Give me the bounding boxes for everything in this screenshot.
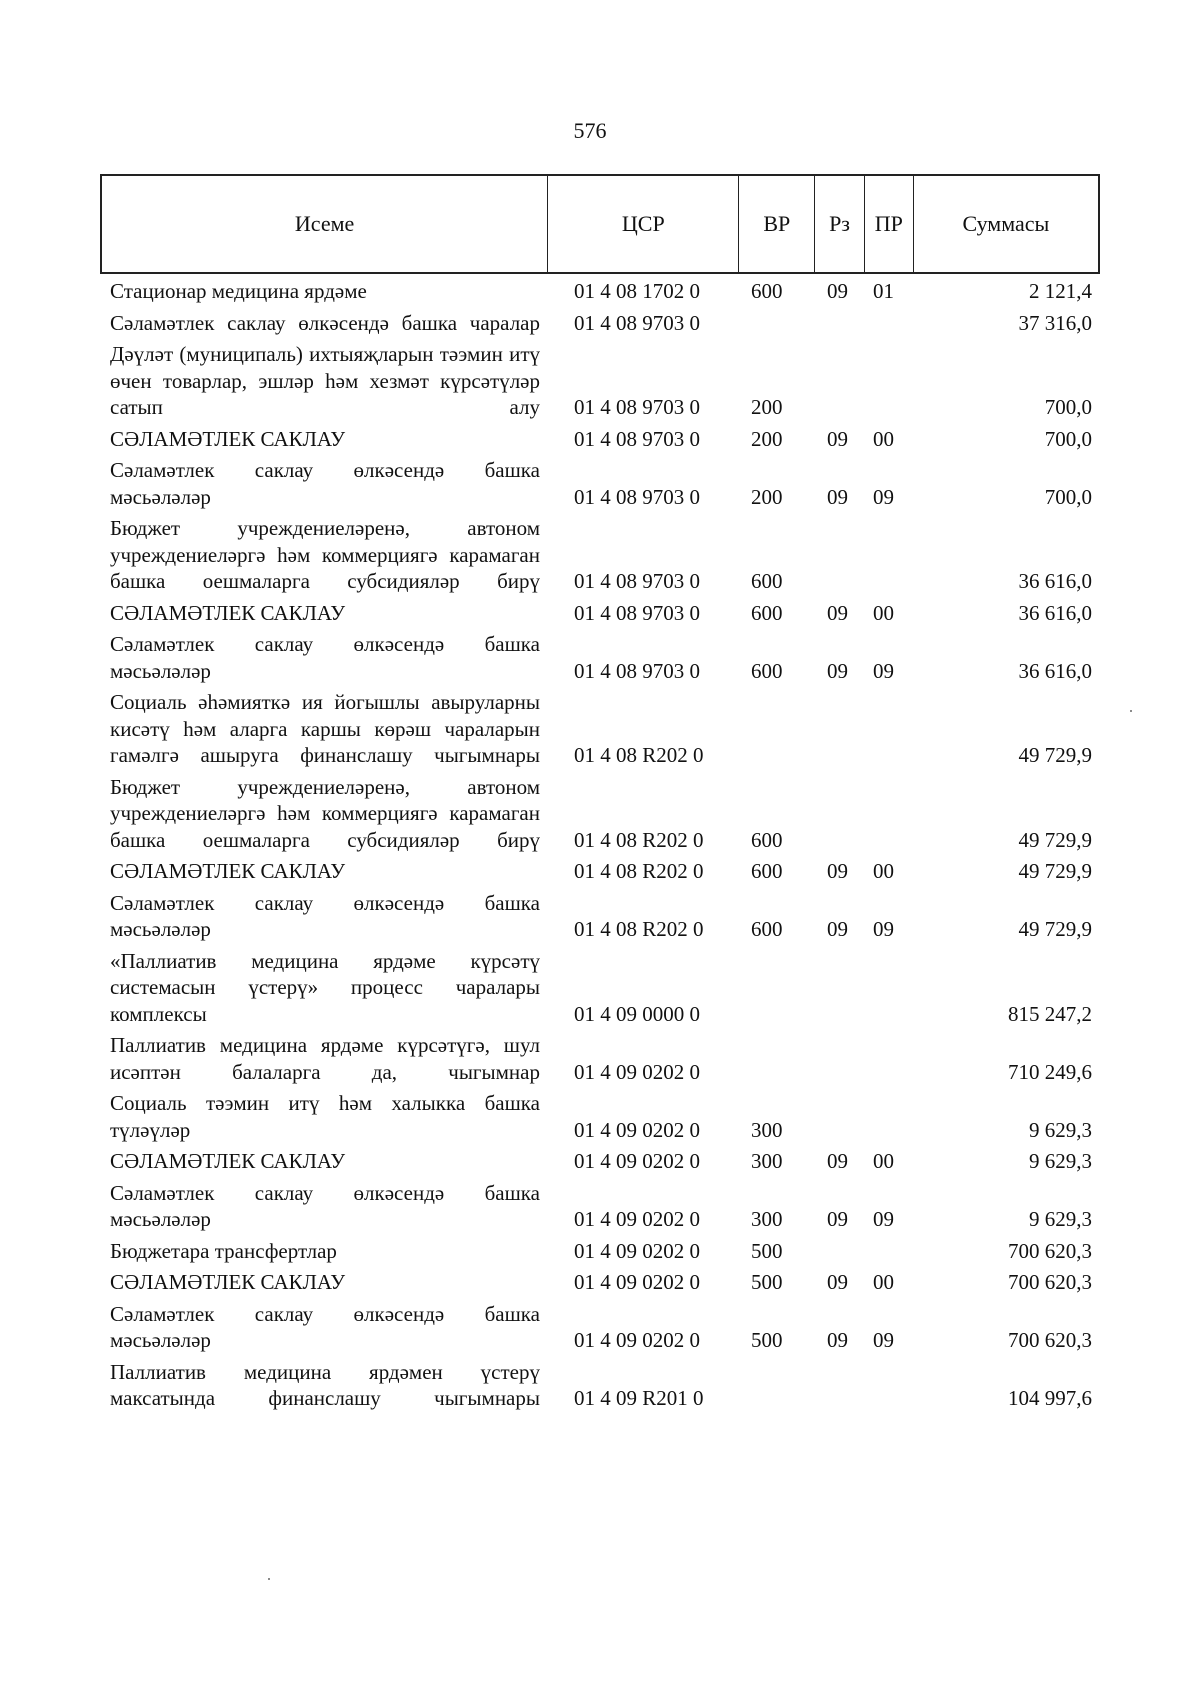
row-csr: 01 4 08 R202 0 — [574, 743, 704, 767]
row-pr: 09 — [873, 484, 894, 509]
row-name: Сәламәтлек саклау өлкәсендә башка мәсьәләләр — [110, 632, 540, 683]
table-row — [100, 946, 1100, 1031]
table-row — [100, 772, 1100, 857]
row-csr: 01 4 08 R202 0 — [574, 859, 704, 883]
row-rz: 09 — [827, 279, 848, 303]
row-rz: 09 — [827, 1270, 848, 1294]
row-pr: 00 — [873, 426, 894, 451]
row-rz: 09 — [827, 426, 848, 451]
row-sum: 710 249,6 — [1008, 1059, 1092, 1084]
row-csr: 01 4 09 0202 0 — [574, 1149, 700, 1173]
row-pr: 00 — [873, 859, 894, 883]
row-csr: 01 4 08 9703 0 — [574, 569, 700, 593]
scan-speck — [268, 1578, 270, 1580]
row-sum: 815 247,2 — [1008, 1001, 1092, 1026]
row-rz: 09 — [827, 1149, 848, 1173]
row-name: Социаль әһәмияткә ия йогышлы авыруларны кисәтү һәм аларга каршы көрәш чараларын гамәлгә ашыруга финанслашу чыгымнары — [110, 690, 540, 767]
row-rz: 09 — [827, 917, 848, 941]
table-row — [100, 1357, 1100, 1415]
table-row — [100, 1236, 1100, 1268]
row-sum: 9 629,3 — [1029, 1149, 1092, 1173]
header-pr: ПР — [864, 176, 913, 272]
row-csr: 01 4 08 9703 0 — [574, 658, 700, 683]
row-vr: 300 — [751, 1117, 783, 1142]
row-pr: 00 — [873, 1149, 894, 1173]
row-csr: 01 4 09 0202 0 — [574, 1238, 700, 1263]
row-sum: 9 629,3 — [1029, 1207, 1092, 1231]
row-vr: 500 — [751, 1328, 783, 1352]
row-csr: 01 4 08 9703 0 — [574, 426, 700, 451]
row-csr: 01 4 09 0202 0 — [574, 1270, 700, 1294]
row-rz: 09 — [827, 1328, 848, 1352]
row-sum: 49 729,9 — [1018, 859, 1092, 883]
row-vr: 200 — [751, 426, 783, 451]
row-pr: 09 — [873, 1207, 894, 1231]
table-row — [100, 687, 1100, 772]
row-vr: 200 — [751, 484, 783, 509]
row-rz: 09 — [827, 658, 848, 683]
row-sum: 36 616,0 — [1018, 600, 1092, 625]
row-csr: 01 4 08 1702 0 — [574, 279, 700, 303]
table-row — [100, 308, 1100, 340]
row-vr: 600 — [751, 859, 783, 883]
table-row — [100, 598, 1100, 630]
row-sum: 49 729,9 — [1018, 827, 1092, 852]
header-name: Исеме — [294, 211, 355, 236]
table-body — [100, 276, 1100, 1415]
row-rz: 09 — [827, 600, 848, 625]
row-sum: 36 616,0 — [1018, 569, 1092, 593]
row-sum: 700 620,3 — [1008, 1328, 1092, 1352]
row-csr: 01 4 09 0202 0 — [574, 1117, 700, 1142]
row-rz: 09 — [827, 484, 848, 509]
row-sum: 49 729,9 — [1018, 917, 1092, 941]
row-vr: 300 — [751, 1149, 783, 1173]
table-row — [100, 1299, 1100, 1357]
row-csr: 01 4 08 9703 0 — [574, 484, 700, 509]
row-name: Бюджет учреждениеләренә, автоном учреждениеләргә һәм коммерциягә карамаган башка оешмаларга субсидияләр бирү — [110, 774, 540, 852]
row-name: Сәламәтлек саклау өлкәсендә башка мәсьәләләр — [110, 890, 540, 941]
row-csr: 01 4 08 R202 0 — [574, 917, 704, 941]
row-sum: 700 620,3 — [1008, 1270, 1092, 1294]
row-rz: 09 — [827, 1207, 848, 1231]
row-vr: 600 — [751, 827, 783, 852]
table-row — [100, 513, 1100, 598]
row-csr: 01 4 09 0202 0 — [574, 1059, 700, 1084]
table-row — [100, 424, 1100, 456]
row-csr: 01 4 08 R202 0 — [574, 827, 704, 852]
row-name: Бюджет учреждениеләренә, автоном учреждениеләргә һәм коммерциягә карамаган башка оешмаларга субсидияләр бирү — [110, 516, 540, 593]
row-csr: 01 4 09 0000 0 — [574, 1001, 700, 1026]
row-vr: 600 — [751, 917, 783, 941]
row-name: Социаль тәэмин итү һәм халыкка башка түләүләр — [110, 1091, 540, 1142]
row-pr: 01 — [873, 279, 894, 303]
row-name: СӘЛАМӘТЛЕК САКЛАУ — [110, 1270, 346, 1294]
row-name: Сәламәтлек саклау өлкәсендә башка мәсьәләләр — [110, 1301, 540, 1352]
table-row — [100, 1146, 1100, 1178]
row-name: СӘЛАМӘТЛЕК САКЛАУ — [110, 600, 346, 625]
row-name: Паллиатив медицина ярдәме күрсәтүгә, шул исәптән балаларга да, чыгымнар — [110, 1033, 540, 1084]
row-rz: 09 — [827, 859, 848, 883]
table-row — [100, 1030, 1100, 1088]
row-vr: 200 — [751, 395, 783, 419]
row-sum: 700,0 — [1044, 426, 1092, 451]
table-row — [100, 1178, 1100, 1236]
row-csr: 01 4 08 9703 0 — [574, 310, 700, 335]
table-row — [100, 339, 1100, 424]
row-vr: 600 — [751, 658, 783, 683]
row-pr: 09 — [873, 658, 894, 683]
header-csr: ЦСР — [547, 176, 738, 272]
row-vr: 300 — [751, 1207, 783, 1231]
row-sum: 37 316,0 — [1018, 310, 1092, 335]
table-row — [100, 1267, 1100, 1299]
row-sum: 2 121,4 — [1029, 279, 1092, 303]
row-csr: 01 4 09 0202 0 — [574, 1207, 700, 1231]
header-sum: Суммасы — [913, 176, 1098, 272]
row-name: Бюджетара трансфертлар — [110, 1238, 337, 1263]
row-sum: 104 997,6 — [1008, 1386, 1092, 1410]
row-pr: 09 — [873, 1328, 894, 1352]
row-name: СӘЛАМӘТЛЕК САКЛАУ — [110, 859, 346, 883]
table-row — [100, 856, 1100, 888]
row-csr: 01 4 08 9703 0 — [574, 395, 700, 419]
row-sum: 49 729,9 — [1018, 743, 1092, 767]
row-vr: 600 — [751, 600, 783, 625]
row-csr: 01 4 08 9703 0 — [574, 600, 700, 625]
row-name: СӘЛАМӘТЛЕК САКЛАУ — [110, 1149, 346, 1173]
row-vr: 500 — [751, 1270, 783, 1294]
header-rz: Рз — [814, 176, 864, 272]
row-sum: 700,0 — [1044, 395, 1092, 419]
row-sum: 9 629,3 — [1029, 1117, 1092, 1142]
row-csr: 01 4 09 0202 0 — [574, 1328, 700, 1352]
table-header — [100, 174, 1100, 274]
scan-speck — [1130, 710, 1132, 712]
table-row — [100, 276, 1100, 308]
row-name: Паллиатив медицина ярдәмен үстерү максатында финанслашу чыгымнары — [110, 1359, 540, 1410]
row-name: Сәламәтлек саклау өлкәсендә башка чаралар — [110, 310, 540, 335]
row-name: Сәламәтлек саклау өлкәсендә башка мәсьәләләр — [110, 1180, 540, 1231]
row-name: Дәүләт (муниципаль) ихтыяҗларын тәэмин итү өчен товарлар, эшләр һәм хезмәт күрсәтүләр сатып алу — [110, 342, 540, 419]
row-vr: 600 — [751, 279, 783, 303]
row-pr: 09 — [873, 917, 894, 941]
row-name: «Паллиатив медицина ярдәме күрсәтү системасын үстерү» процесс чаралары комплексы — [110, 948, 540, 1026]
row-name: СӘЛАМӘТЛЕК САКЛАУ — [110, 426, 346, 451]
row-pr: 00 — [873, 1270, 894, 1294]
row-name: Сәламәтлек саклау өлкәсендә башка мәсьәләләр — [110, 458, 540, 509]
page-number: 576 — [573, 118, 607, 143]
row-csr: 01 4 09 R201 0 — [574, 1386, 704, 1410]
table-row — [100, 888, 1100, 946]
row-vr: 500 — [751, 1238, 783, 1263]
table-row — [100, 1088, 1100, 1146]
table-row — [100, 455, 1100, 513]
table-row — [100, 629, 1100, 687]
row-sum: 700,0 — [1044, 484, 1092, 509]
row-sum: 36 616,0 — [1018, 658, 1092, 683]
row-name: Стационар медицина ярдәме — [110, 279, 367, 303]
header-vr: ВР — [738, 176, 814, 272]
row-pr: 00 — [873, 600, 894, 625]
row-vr: 600 — [751, 569, 783, 593]
row-sum: 700 620,3 — [1008, 1238, 1092, 1263]
